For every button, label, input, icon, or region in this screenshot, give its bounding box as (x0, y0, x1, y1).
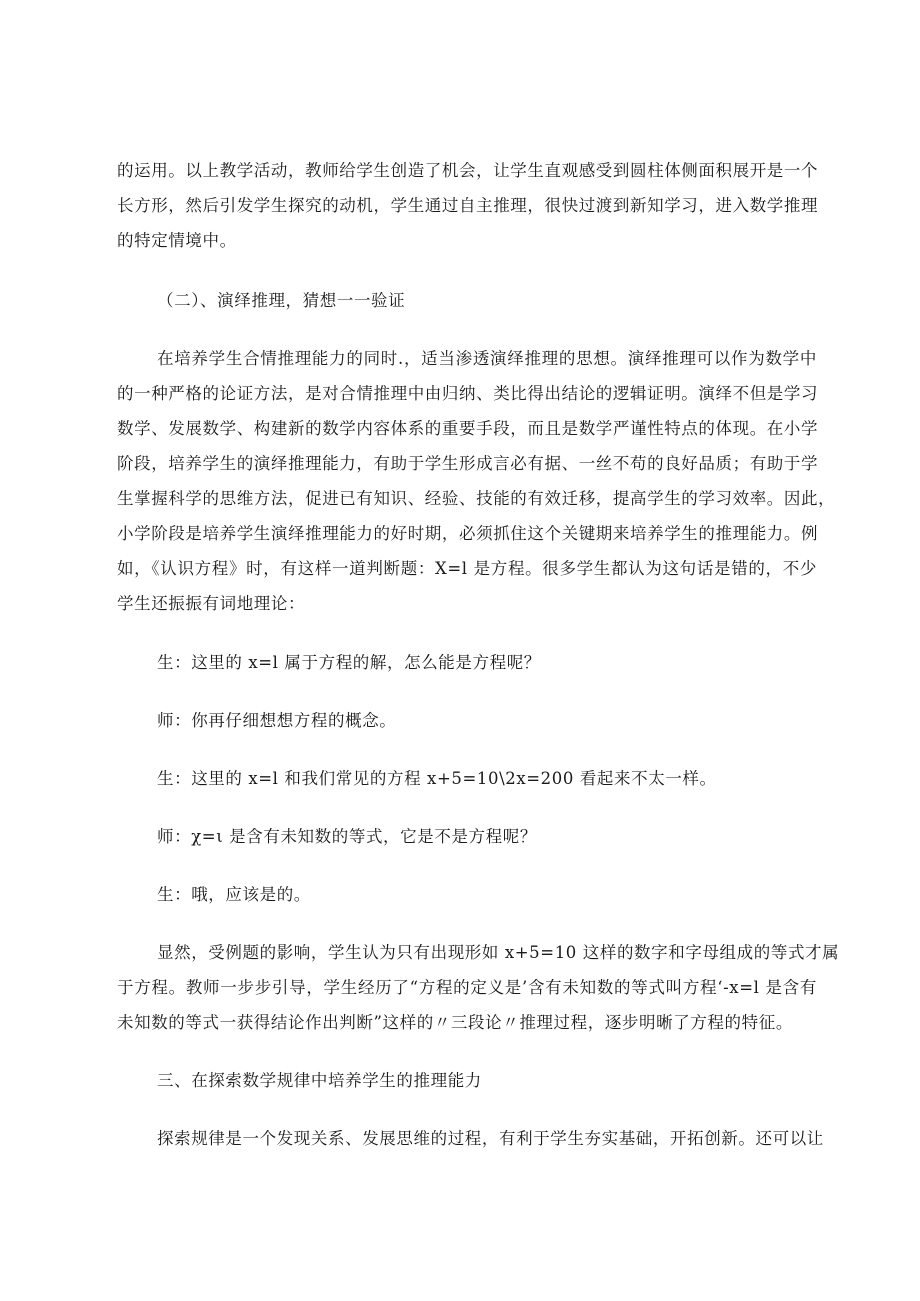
paragraph-line: 探索规律是一个发现关系、发展思维的过程，有利于学生夯实基础，开拓创新。还可以让 (157, 1129, 824, 1148)
paragraph-line: 的运用。以上教学活动，教师给学生创造了机会，让学生直观感受到圆柱体侧面积展开是一个 (117, 161, 819, 180)
paragraph-line: 数学、发展数学、构建新的数学内容体系的重要手段，而且是数学严谨性特点的体现。在小学 (117, 419, 819, 438)
paragraph-line: 显然，受例题的影响，学生认为只有出现形如 x+5=10 这样的数字和字母组成的等式才属 (157, 943, 840, 962)
paragraph-line: 阶段，培养学生的演绎推理能力，有助于学生形成言必有据、一丝不苟的良好品质；有助于学 (117, 454, 819, 473)
paragraph-line: 生掌握科学的思维方法，促进已有知识、经验、技能的有效迁移，提高学生的学习效率。因此， (117, 489, 836, 508)
paragraph-line: 的特定情境中。 (117, 231, 237, 250)
dialogue-line: 师：χ=ι 是含有未知数的等式，它是不是方程呢？ (157, 827, 537, 846)
dialogue-line: 生：这里的 x=l 属于方程的解，怎么能是方程呢？ (157, 653, 541, 672)
paragraph-line: 在培养学生合情推理能力的同时.，适当渗透演绎推理的思想。演绎推理可以作为数学中 (157, 349, 817, 368)
paragraph-line: 未知数的等式一获得结论作出判断”这样的〃三段论〃推理过程，逐步明晰了方程的特征。 (117, 1013, 793, 1032)
section-heading: （二）、演绎推理，猜想一一验证 (157, 291, 406, 310)
dialogue-line: 生：这里的 x=l 和我们常见的方程 x+5=10\2x=200 看起来不太一样。 (157, 769, 717, 788)
section-heading: 三、在探索数学规律中培养学生的推理能力 (157, 1071, 482, 1090)
paragraph-line: 如，《认识方程》时，有这样一道判断题：X=l 是方程。很多学生都认为这句话是错的，不少 (117, 559, 817, 578)
paragraph-line: 学生还振振有词地理论： (117, 594, 306, 613)
dialogue-line: 师：你再仔细想想方程的概念。 (157, 711, 397, 730)
dialogue-line: 生：哦，应该是的。 (157, 885, 311, 904)
paragraph-line: 于方程。教师一步步引导，学生经历了“方程的定义是’含有未知数的等式叫方程‘-x=l 是含有 (117, 978, 817, 997)
paragraph-line: 的一种严格的论证方法，是对合情推理中由归纳、类比得出结论的逻辑证明。演绎不但是学习 (117, 384, 819, 403)
paragraph-line: 长方形，然后引发学生探究的动机，学生通过自主推理，很快过渡到新知学习，进入数学推理 (117, 196, 819, 215)
paragraph-line: 小学阶段是培养学生演绎推理能力的好时期，必须抓住这个关键期来培养学生的推理能力。例 (117, 524, 819, 543)
